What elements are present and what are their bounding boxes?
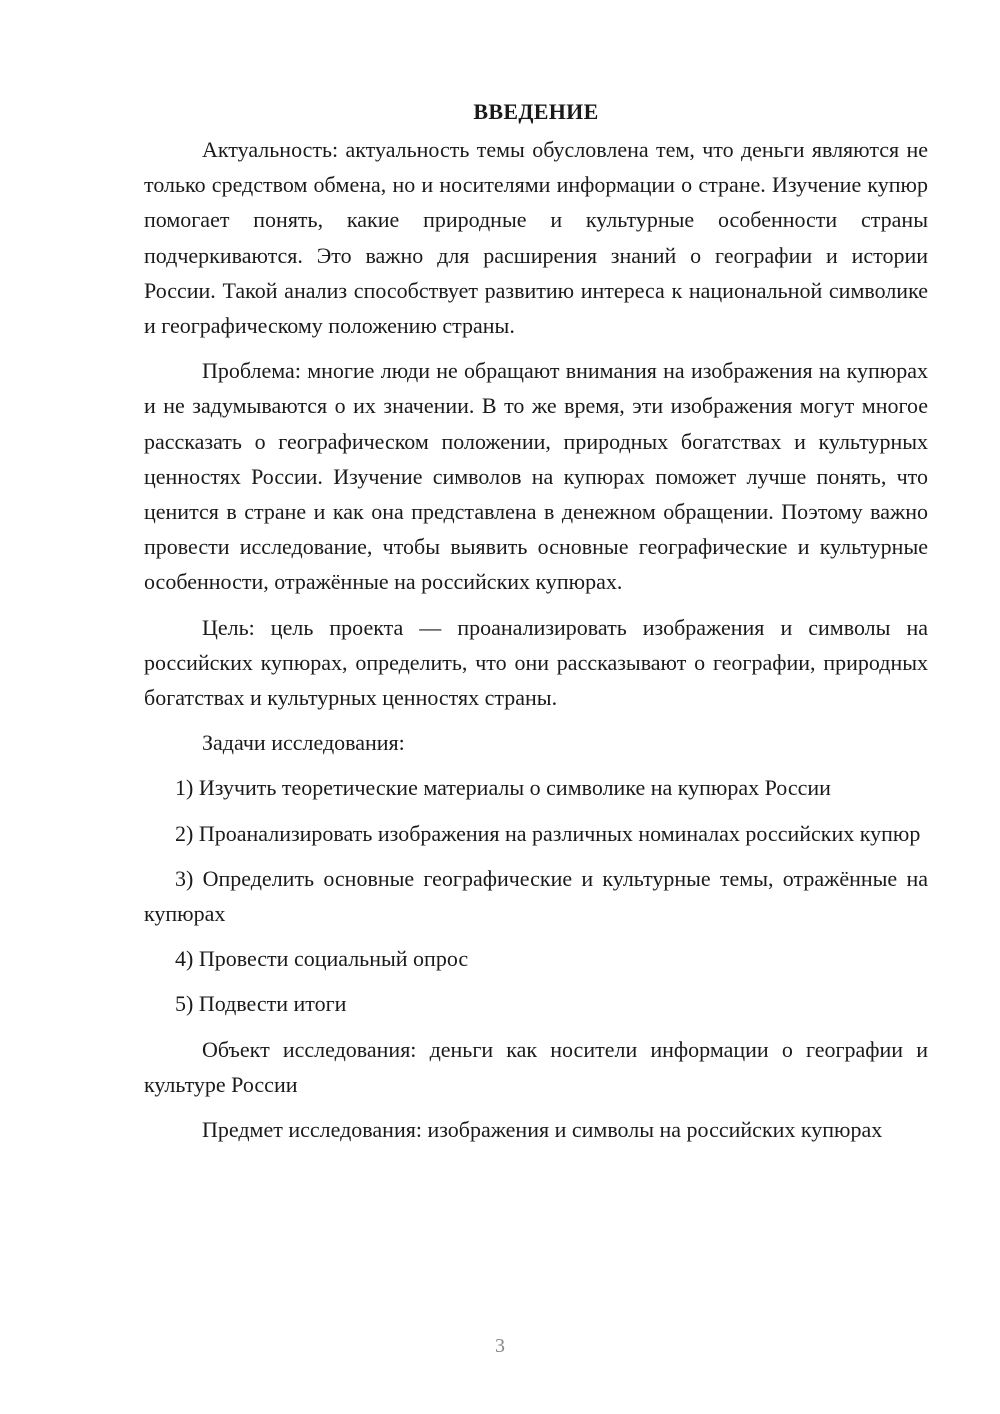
task-item-1: 1) Изучить теоретические материалы о символике на купюрах России [175, 775, 831, 801]
page-number: 3 [495, 1335, 505, 1357]
task-item-2: 2) Проанализировать изображения на различных номиналах российских купюр [175, 820, 921, 846]
problem-paragraph: Проблема: многие люди не обращают внимания на изображения на купюрах и не задумываются о их значении. В то же время, эти изображения могут многое рассказать о географическом положении, природных богатствах и культурных ценностях России. Изучение символов на купюрах поможет лучше понять, что ценится в стране и как она представлена в денежном обращении. Поэтому важно провести исследование, чтобы выявить основные географические и культурные особенности, отражённые на российских купюрах. [144, 358, 928, 595]
document-page [144, 94, 928, 1157]
page-title: ВВЕДЕНИЕ [473, 99, 599, 124]
research-subject-paragraph: Предмет исследования: изображения и символы на российских купюрах [202, 1117, 883, 1143]
task-item-3: 3) Определить основные географические и культурные темы, отражённые на купюрах [144, 865, 928, 927]
goal-paragraph: Цель: цель проекта — проанализировать изображения и символы на российских купюрах, определить, что они рассказывают о географии, природных богатствах и культурных ценностях страны. [144, 614, 928, 711]
task-item-4: 4) Провести социальный опрос [175, 946, 469, 972]
research-object-paragraph: Объект исследования: деньги как носители информации о географии и культуре России [144, 1036, 928, 1097]
tasks-heading: Задачи исследования: [202, 730, 405, 756]
relevance-paragraph: Актуальность: актуальность темы обусловлена тем, что деньги являются не только средством обмена, но и носителями информации о стране. Изучение купюр помогает понять, какие природные и культурные особенности страны подчеркиваются. Это важно для расширения знаний о географии и истории России. Такой анализ способствует развитию интереса к национальной символике и географическому положению страны. [144, 137, 928, 339]
task-item-5: 5) Подвести итоги [175, 991, 347, 1017]
